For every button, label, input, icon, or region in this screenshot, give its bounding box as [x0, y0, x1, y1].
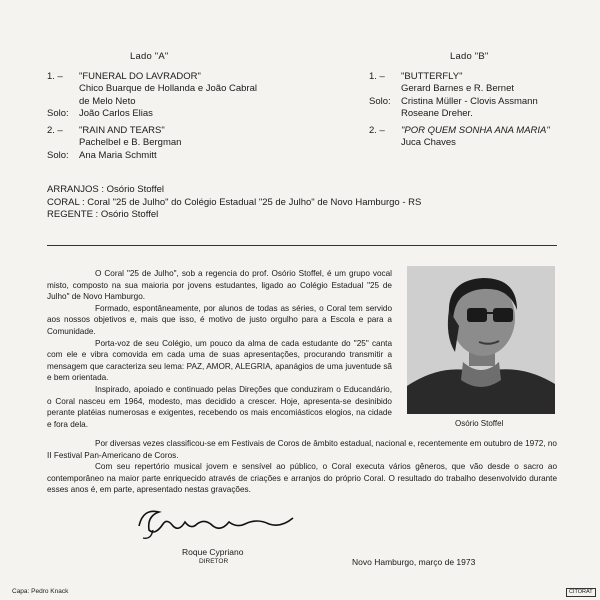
track-title: "RAIN AND TEARS" [79, 125, 165, 136]
track-number: 2. – [47, 125, 63, 136]
regente-line: REGENTE : Osório Stoffel [47, 209, 159, 220]
side-a-heading: Lado "A" [130, 51, 169, 62]
label-logo: CITORAT [566, 588, 596, 597]
side-a-track-2 [47, 125, 307, 162]
track-title: "FUNERAL DO LAVRADOR" [79, 71, 201, 82]
solo-names: Cristina Müller - Clovis Assmann [401, 95, 538, 107]
solo-name: João Carlos Elias [79, 108, 153, 120]
article-paragraph: Formado, espontâneamente, por alunos de todas as séries, o Coral tem servido aos nossos objetivos e, mais que isso, é motivo de justo orgulho para a Escola e para a Comunidade. [47, 303, 392, 336]
cover-credit: Capa: Pedro Knack [12, 588, 69, 595]
signature-icon [133, 500, 303, 542]
track-number: 1. – [47, 71, 63, 82]
track-authors: Juca Chaves [401, 137, 456, 149]
place-date: Novo Hamburgo, março de 1973 [352, 557, 476, 567]
article-body [47, 268, 392, 430]
side-a-track-1 [47, 71, 307, 121]
track-authors: Gerard Barnes e R. Bernet [401, 83, 514, 95]
track-number: 2. – [369, 125, 385, 136]
article-paragraph: O Coral "25 de Julho", sob a regencia do prof. Osório Stoffel, é um grupo vocal misto, composto na sua maioria por jovens estudantes, ligado ao Colégio Estadual "25 de Julho" de Novo Hamburgo. [47, 269, 392, 302]
solo-label: Solo: [47, 108, 69, 120]
signature-script [133, 500, 303, 542]
solo-names-cont: Roseane Dreher. [401, 108, 473, 120]
photo-caption: Osório Stoffel [455, 419, 504, 428]
solo-label: Solo: [47, 149, 69, 161]
arranjos-line: ARRANJOS : Osório Stoffel [47, 184, 165, 195]
side-b-track-2 [369, 125, 589, 150]
signature-name: Roque Cypriano [182, 547, 244, 557]
track-authors: Pachelbel e B. Bergman [79, 137, 182, 149]
side-b-track-1 [369, 71, 569, 121]
article-body-wide [47, 438, 557, 496]
coral-line: CORAL : Coral "25 de Julho" do Colégio Estadual "25 de Julho" de Novo Hamburgo - RS [47, 196, 422, 208]
article-paragraph: Porta-voz de seu Colégio, um pouco da alma de cada estudante do "25" canta com ele e vibra comovida em cada uma de suas apresentações, procurando transmitir a mensagem que caracteriza seu lema: PAZ, AMOR, ALEGRIA, apanágios de uma juventude sã e bem orientada. [47, 338, 392, 383]
solo-label: Solo: [369, 95, 391, 107]
track-title: "POR QUEM SONHA ANA MARIA" [401, 125, 550, 136]
article-paragraph: Por diversas vezes classificou-se em Festivais de Coros de âmbito estadual, nacional e, recentemente em outubro de 1972, no II Festival Pan-Americano de Coros. [47, 439, 557, 460]
signature-role: DIRETOR [199, 558, 229, 565]
credits-block [47, 184, 567, 222]
track-title: "BUTTERFLY" [401, 71, 463, 82]
divider-rule [47, 245, 557, 246]
article-paragraph: Inspirado, apoiado e continuado pelas Direções que conduziram o Educandário, o Coral nasceu em 1964, modesto, mas decidido a crescer. Hoje, apresenta-se desinibido perante platéias numerosas e exigentes, recebendo os mais encomiásticos elogios, na cidade e fora dela. [47, 384, 392, 429]
portrait-image [407, 266, 555, 414]
side-b-heading: Lado "B" [450, 51, 489, 62]
director-photo [407, 266, 555, 414]
article-paragraph: Com seu repertório musical jovem e sensível ao público, o Coral executa vários gêneros, que vão desde o sacro ao contemporâneo na maior parte enriquecido através de criações e arranjos do próprio Coral. O resultado do trabalho desenvolvido durante esses anos é, em parte, apresentado nestas gravações. [47, 462, 557, 495]
solo-name: Ana Maria Schmitt [79, 149, 157, 161]
track-authors: Chico Buarque de Hollanda e João Cabral [79, 83, 257, 95]
track-authors-cont: de Melo Neto [79, 95, 136, 107]
track-number: 1. – [369, 71, 385, 82]
